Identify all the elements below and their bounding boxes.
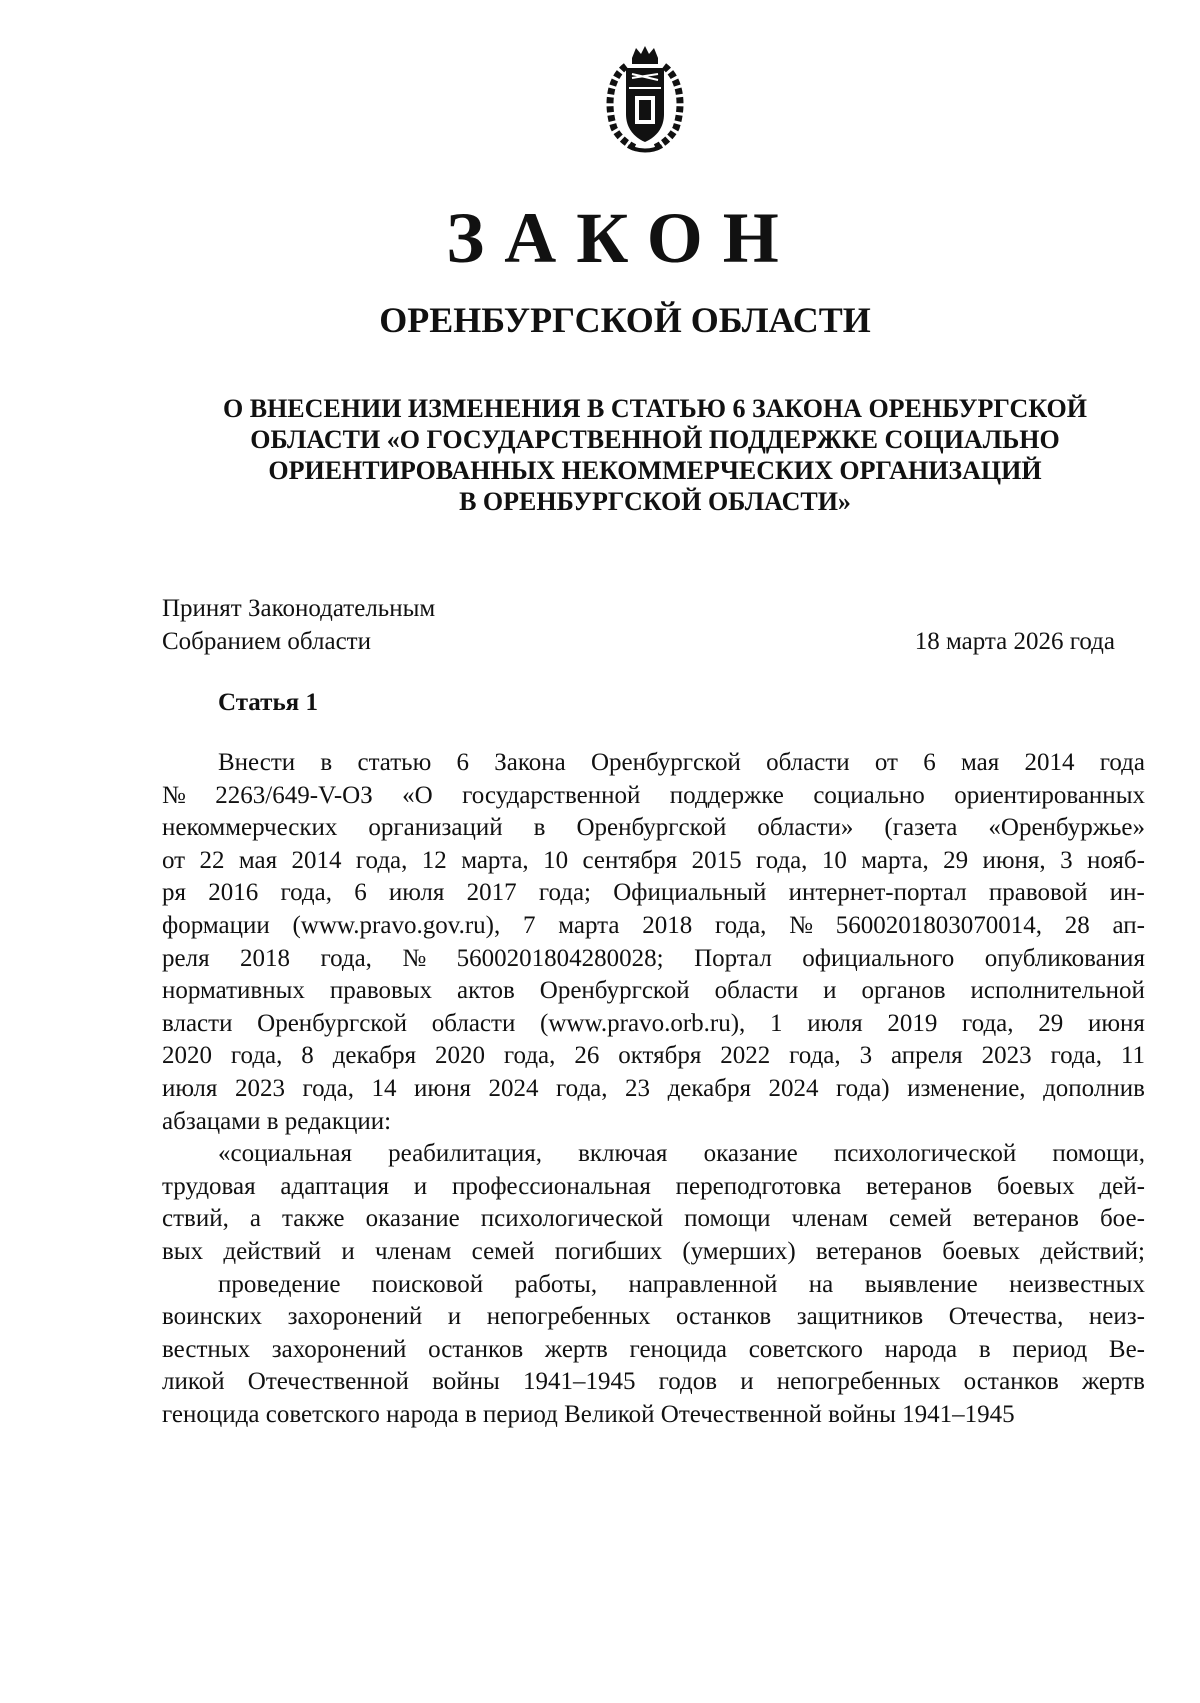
document-title: ЗАКОН: [446, 198, 799, 278]
adoption-date: 18 марта 2026 года: [914, 628, 1115, 655]
body-line: проведение поисковой работы, направленной на выявление неизвестных: [218, 1270, 1145, 1298]
subtitle-line: ОБЛАСТИ «О ГОСУДАРСТВЕННОЙ ПОДДЕРЖКЕ СОЦИАЛЬНО: [250, 425, 1060, 454]
body-line: 2020 года, 8 декабря 2020 года, 26 октября 2022 года, 3 апреля 2023 года, 11: [162, 1042, 1145, 1070]
body-line: нормативных правовых актов Оренбургской области и органов исполнительной: [162, 977, 1145, 1005]
article-body: [162, 747, 1145, 1431]
body-line: ствий, а также оказание психологической помощи членам семей ветеранов бое-: [162, 1205, 1145, 1233]
subtitle-line: В ОРЕНБУРГСКОЙ ОБЛАСТИ»: [459, 487, 851, 516]
body-line: № 2263/649-V-ОЗ «О государственной поддержке социально ориентированных: [162, 781, 1145, 809]
body-line: вых действий и членам семей погибших (умерших) ветеранов боевых действий;: [162, 1237, 1145, 1265]
body-line: реля 2018 года, № 5600201804280028; Портал официального опубликования: [162, 944, 1145, 972]
adoption-line: Принят Законодательным: [162, 595, 436, 622]
body-line: некоммерческих организаций в Оренбургской области» (газета «Оренбуржье»: [162, 814, 1145, 842]
body-line: ликой Отечественной войны 1941–1945 годов и непогребенных останков жертв: [162, 1368, 1145, 1396]
adoption-line: Собранием области: [162, 628, 371, 655]
document-region: ОРЕНБУРГСКОЙ ОБЛАСТИ: [379, 300, 871, 340]
body-line: «социальная реабилитация, включая оказание психологической помощи,: [218, 1140, 1145, 1168]
article-heading: Статья 1: [218, 689, 318, 716]
body-line: формации (www.pravo.gov.ru), 7 марта 2018 года, № 5600201803070014, 28 ап-: [162, 911, 1145, 939]
body-line: абзацами в редакции:: [162, 1107, 392, 1135]
body-line: геноцида советского народа в период Великой Отечественной войны 1941–1945: [162, 1400, 1015, 1428]
body-line: ря 2016 года, 6 июля 2017 года; Официальный интернет-портал правовой ин-: [162, 879, 1145, 907]
body-line: июля 2023 года, 14 июня 2024 года, 23 декабря 2024 года) изменение, дополнив: [162, 1074, 1145, 1102]
subtitle-line: ОРИЕНТИРОВАННЫХ НЕКОММЕРЧЕСКИХ ОРГАНИЗАЦИЙ: [268, 456, 1042, 485]
body-line: от 22 мая 2014 года, 12 марта, 10 сентября 2015 года, 10 марта, 29 июня, 3 нояб-: [162, 846, 1145, 874]
coat-of-arms-icon: [596, 44, 694, 154]
subtitle-line: О ВНЕСЕНИИ ИЗМЕНЕНИЯ В СТАТЬЮ 6 ЗАКОНА ОРЕНБУРГСКОЙ: [223, 394, 1087, 423]
body-line: воинских захоронений и непогребенных останков защитников Отечества, неиз-: [162, 1303, 1145, 1331]
law-subtitle: [170, 393, 1140, 517]
body-line: Внести в статью 6 Закона Оренбургской области от 6 мая 2014 года: [218, 749, 1145, 776]
body-line: власти Оренбургской области (www.pravo.orb.ru), 1 июля 2019 года, 29 июня: [162, 1009, 1145, 1037]
body-line: вестных захоронений останков жертв геноцида советского народа в период Ве-: [162, 1335, 1145, 1363]
adoption-note: [162, 592, 435, 658]
body-line: трудовая адаптация и профессиональная переподготовка ветеранов боевых дей-: [162, 1172, 1145, 1200]
